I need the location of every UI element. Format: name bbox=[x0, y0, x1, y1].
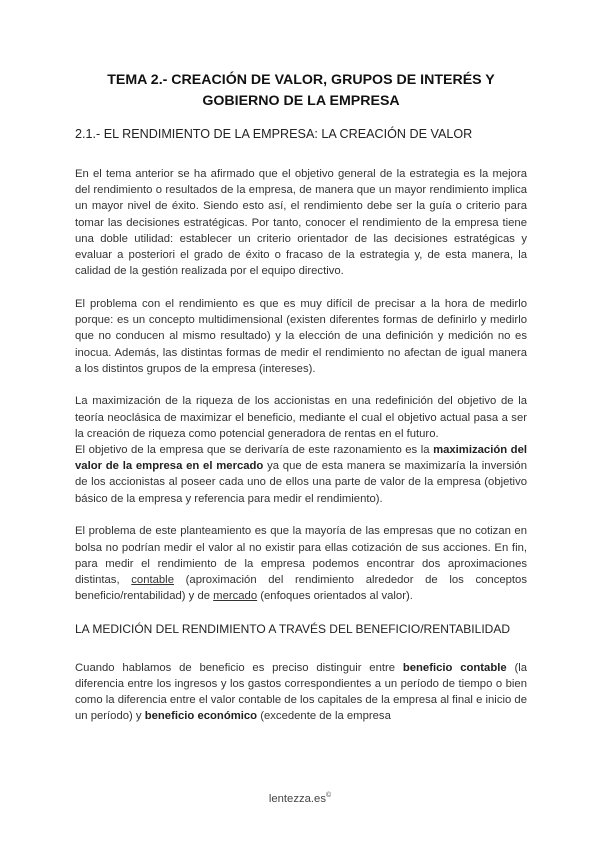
paragraph-5 bbox=[75, 660, 527, 725]
emphasis-maximizacion-valor: maximización del valor de la empresa en el mercado bbox=[75, 444, 528, 473]
section-heading: 2.1.- EL RENDIMIENTO DE LA EMPRESA: LA CREACIÓN DE VALOR bbox=[75, 127, 473, 141]
paragraph-1: En el tema anterior se ha afirmado que el objetivo general de la estrategia es la mejora del rendimiento o resultados de la empresa, de manera que un mayor rendimiento implica un mayor nivel de éxito. Siendo esto así, el rendimiento debe ser la guía o criterio para tomar las decisiones estratégicas. Por tanto, conocer el rendimiento de la empresa tiene una doble utilidad: establecer un criterio orientador de las decisiones estratégicas y evaluar a posteriori el grado de éxito o fracaso de la estrategia y, de esta manera, la calidad de la gestión realizada por el equipo directivo. bbox=[75, 168, 527, 278]
paragraph-3b bbox=[75, 442, 527, 507]
paragraph-3b-text-end: ya que de esta manera se maximizaría la inversión de los accionistas al poseer cada uno de ellos una parte de valor de la empresa (objetivo básico de la empresa y referencia para medir el rendimiento). bbox=[75, 460, 528, 505]
emphasis-beneficio-economico: beneficio económico bbox=[144, 710, 258, 723]
paragraph-4-text-mid: (aproximación del rendimiento alrededor de los conceptos beneficio/rentabilidad) y de bbox=[75, 573, 527, 603]
subheading-medicion: LA MEDICIÓN DEL RENDIMIENTO A TRAVÉS DEL BENEFICIO/RENTABILIDAD bbox=[75, 621, 510, 636]
paragraph-4 bbox=[75, 523, 527, 604]
paragraph-2: El problema con el rendimiento es que es muy difícil de precisar a la hora de medirlo porque: es un concepto multidimensional (existen diferentes formas de definirlo y medirlo que no conducen al mismo resultado) y la elección de una definición y medición no es inocua. Además, las distintas formas de medir el rendimiento no afectan de igual manera a los distintos grupos de la empresa (intereses). bbox=[75, 297, 527, 375]
document-page bbox=[75, 70, 527, 741]
paragraph-3a: La maximización de la riqueza de los accionistas en una redefinición del objetivo de la teoría neoclásica de maximizar el beneficio, mediante el cual el objetivo actual pasa a ser la creación de riqueza como potencial generadora de rentas en el futuro. bbox=[75, 395, 527, 440]
paragraph-4-text: El problema de este planteamiento es que la mayoría de las empresas que no cotizan en bolsa no podrían medir el valor al no existir para ellas cotización de sus acciones. En fin, para medir el rendimiento de la empresa podemos encontrar dos aproximaciones distintas, bbox=[75, 525, 527, 586]
underlined-contable: contable bbox=[131, 573, 174, 586]
paragraph-5-text: Cuando hablamos de beneficio es preciso distinguir entre bbox=[75, 661, 403, 674]
page-footer bbox=[0, 792, 600, 805]
document-title: TEMA 2.- CREACIÓN DE VALOR, GRUPOS DE INTERÉS Y GOBIERNO DE LA EMPRESA bbox=[107, 72, 495, 109]
paragraph-4-text-end: (enfoques orientados al valor). bbox=[257, 590, 413, 603]
paragraph-5-text-mid: (la diferencia entre los ingresos y los gastos correspondientes a un período de tiempo o bien como la diferencia entre el valor contable de los capitales de la empresa al final e inicio de un período) y bbox=[75, 661, 527, 723]
copyright-mark: © bbox=[325, 792, 332, 799]
footer-site: lentezza.es bbox=[268, 792, 326, 805]
underlined-mercado: mercado bbox=[213, 590, 258, 603]
paragraph-3b-text: El objetivo de la empresa que se derivaría de este razonamiento es la bbox=[75, 444, 434, 457]
paragraph-5-text-end: (excedente de la empresa bbox=[257, 710, 391, 723]
emphasis-beneficio-contable: beneficio contable bbox=[402, 661, 507, 674]
